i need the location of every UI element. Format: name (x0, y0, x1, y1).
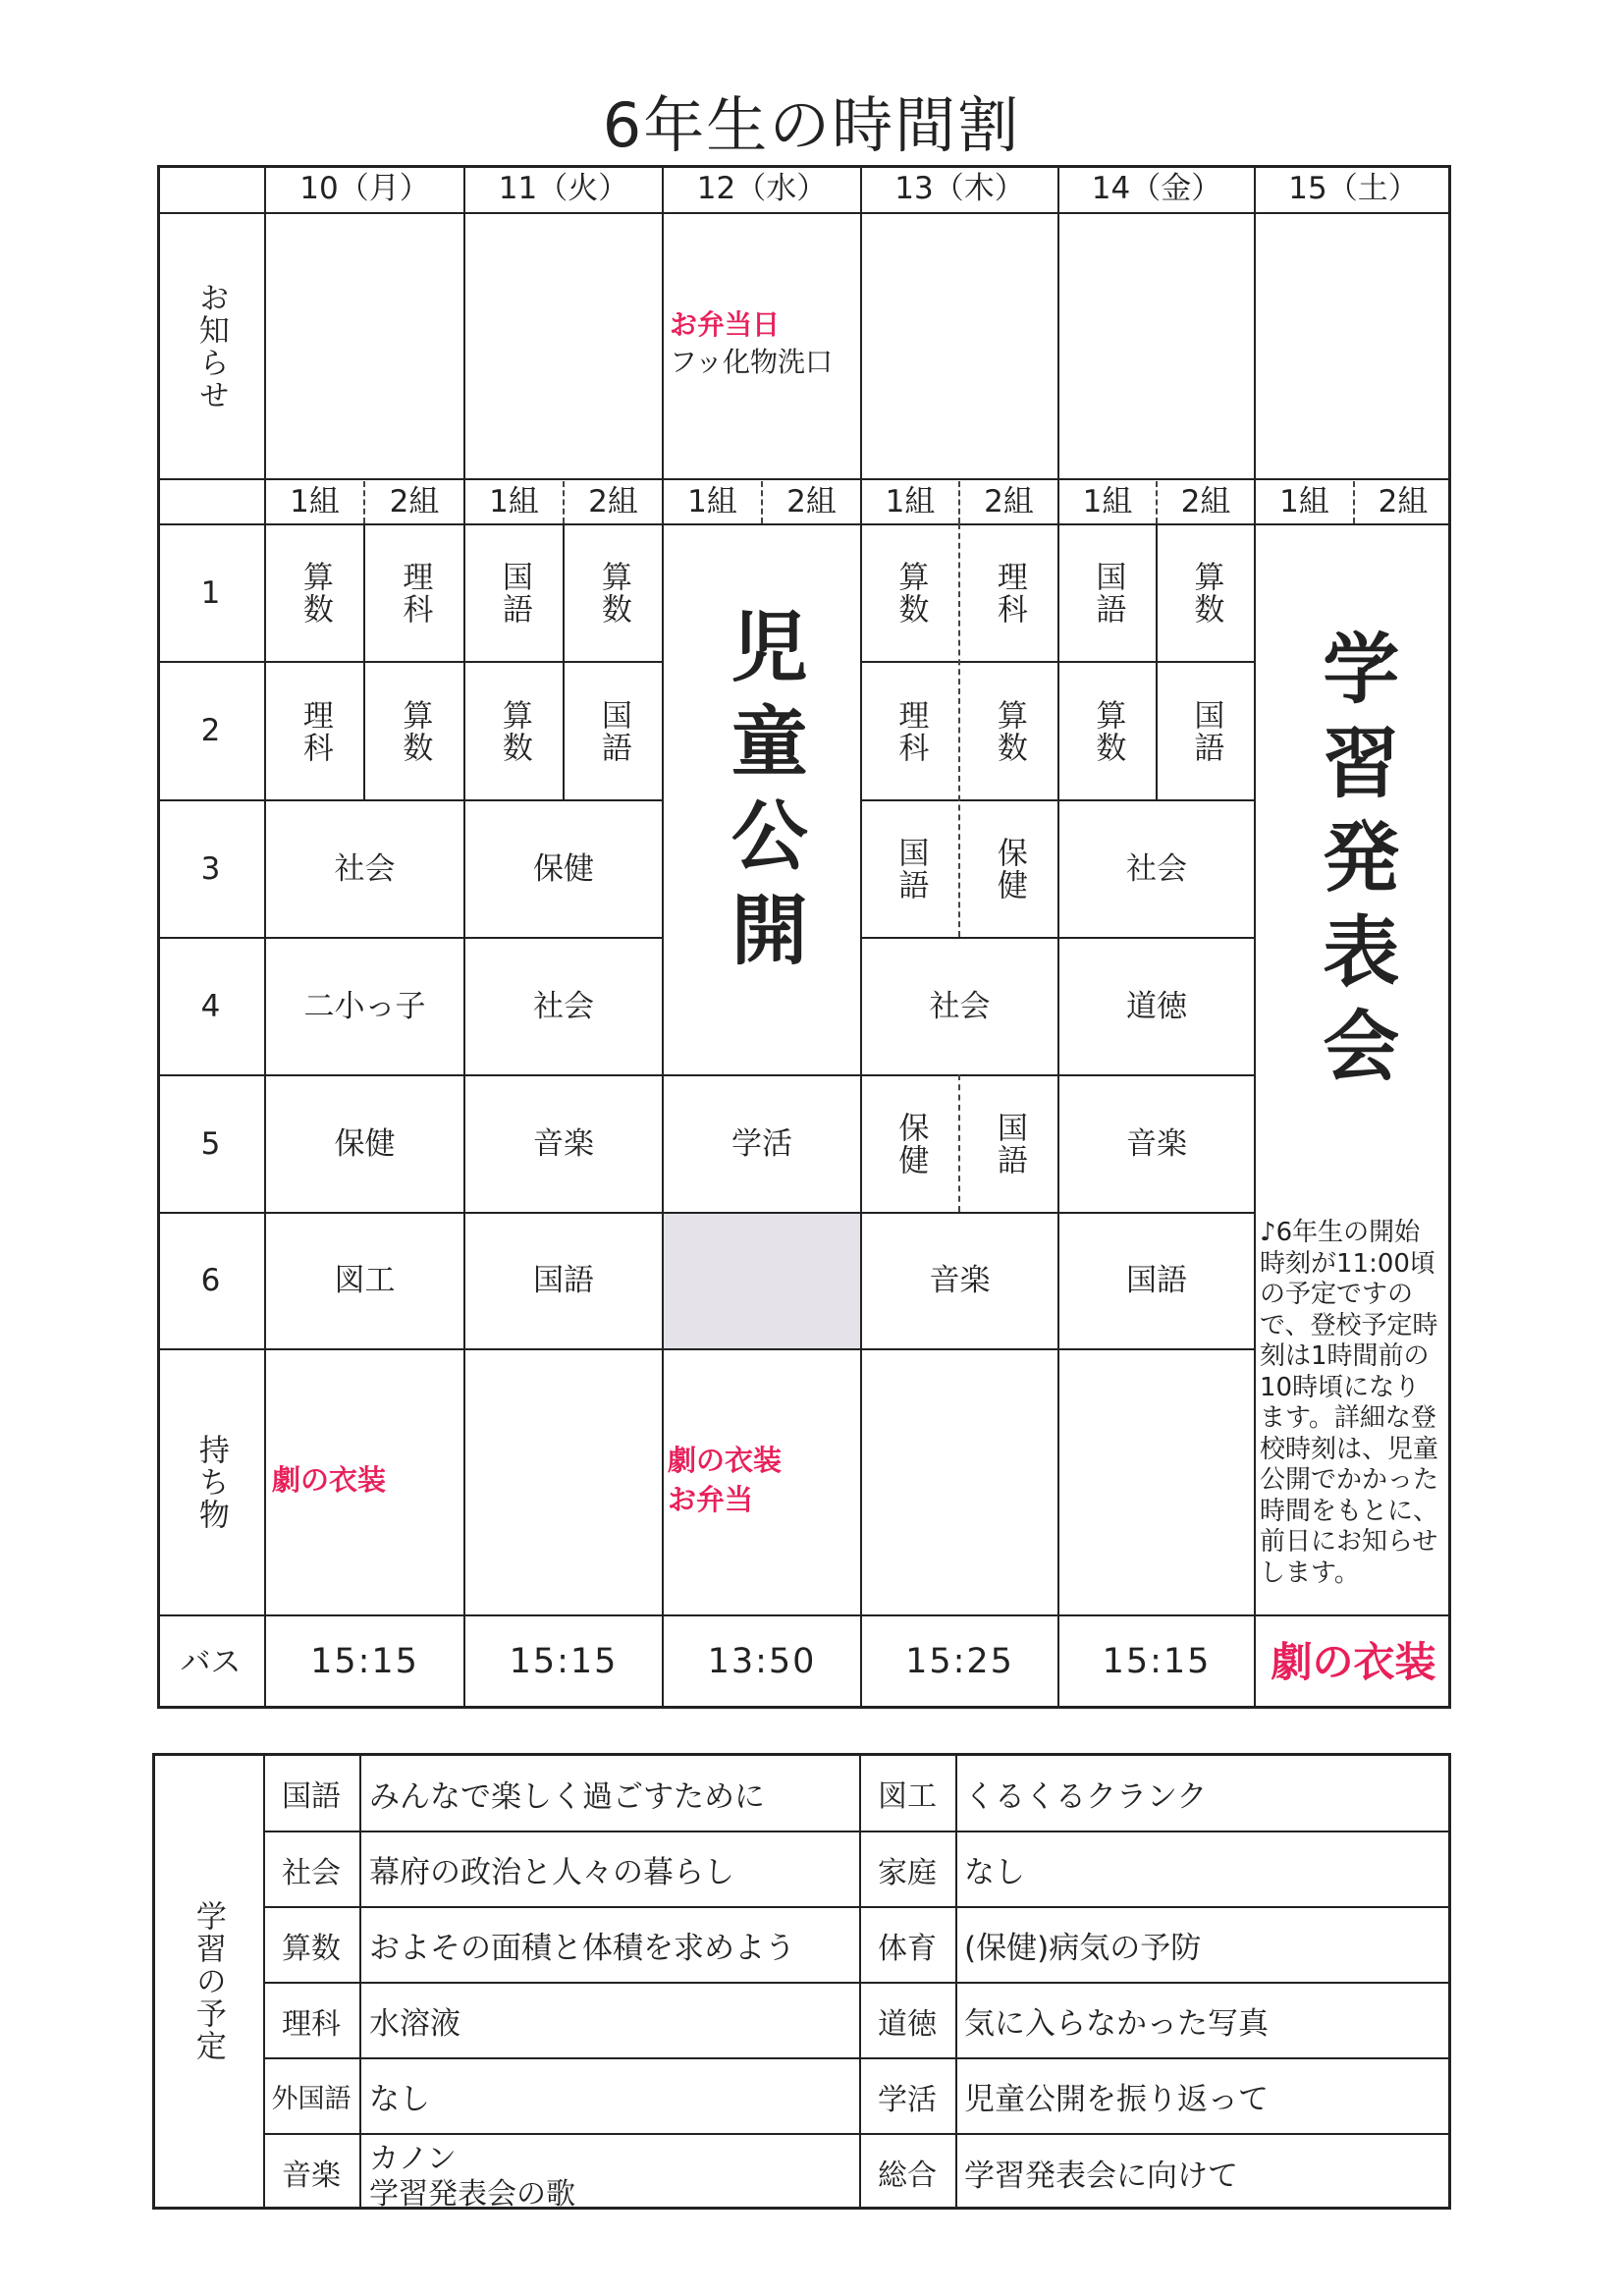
bus-thu: 15:25 (905, 1642, 1014, 1682)
plan-content-moral: 気に入らなかった写真 (964, 2006, 1269, 2042)
sat-presentation-banner: 学習発表会 (1310, 629, 1399, 1100)
fri-p6: 国語 (1126, 1263, 1187, 1299)
mon-p1-g1: 算数 (297, 561, 333, 626)
plan-content-pe: (保健)病気の予防 (964, 1931, 1202, 1966)
bus-tue: 15:15 (509, 1642, 619, 1682)
wed-p5: 学活 (731, 1125, 792, 1162)
period-label-1: 1 (200, 574, 221, 611)
group-wed-2: 2組 (786, 483, 837, 519)
thu-p4: 社会 (929, 988, 991, 1024)
mon-p4: 二小っ子 (303, 988, 426, 1024)
tue-p1-g2: 算数 (595, 561, 631, 626)
group-mon-1: 1組 (290, 483, 340, 519)
plan-subject-science: 理科 (282, 2006, 341, 2042)
learning-plan-label: 学習の予定 (189, 1900, 226, 2062)
plan-subject-art: 図工 (878, 1779, 937, 1814)
day-header-tue: 11（火） (498, 170, 629, 206)
notice-fluoride-rinse: フッ化物洗口 (670, 346, 834, 378)
mon-p2-g1: 理科 (297, 698, 333, 764)
group-fri-1: 1組 (1082, 483, 1133, 519)
plan-content-class-activity: 児童公開を振り返って (964, 2082, 1269, 2117)
period-label-5: 5 (200, 1125, 221, 1162)
tue-p2-g1: 算数 (496, 698, 532, 764)
mon-p6: 図工 (334, 1263, 396, 1299)
plan-content-social: 幕府の政治と人々の暮らし (369, 1855, 734, 1890)
thu-p5-g2: 国語 (991, 1112, 1027, 1176)
fri-p4: 道徳 (1126, 988, 1187, 1024)
wed-open-class-banner: 児童公開 (718, 607, 807, 984)
period-label-4: 4 (200, 988, 221, 1024)
bus-fri: 15:15 (1102, 1642, 1212, 1682)
thu-p1-g1: 算数 (893, 561, 929, 626)
thu-p3-g1: 国語 (893, 837, 929, 902)
bus-wed: 13:50 (707, 1642, 817, 1682)
mon-items: 劇の衣装 (272, 1463, 387, 1497)
thu-p2-g1: 理科 (893, 698, 929, 764)
group-thu-2: 2組 (984, 483, 1034, 519)
wed-items-bento: お弁当 (668, 1483, 754, 1516)
group-thu-1: 1組 (885, 483, 936, 519)
items-label: 持ち物 (192, 1434, 229, 1531)
bus-sat-costume: 劇の衣装 (1271, 1637, 1436, 1686)
plan-content-music-2: 学習発表会の歌 (369, 2177, 575, 2212)
bus-label: バス (180, 1644, 242, 1680)
wed-p6-empty (664, 1214, 860, 1348)
plan-content-art: くるくるクランク (964, 1778, 1208, 1815)
day-header-mon: 10（月） (299, 170, 430, 206)
mon-p2-g2: 算数 (397, 698, 433, 764)
group-tue-1: 1組 (489, 483, 539, 519)
plan-subject-math: 算数 (282, 1931, 341, 1966)
thu-p2-g2: 算数 (991, 698, 1027, 764)
tue-p4: 社会 (533, 988, 594, 1024)
period-label-3: 3 (200, 850, 221, 887)
sat-start-time-note: ♪6年生の開始時刻が11:00頃の予定ですので、登校予定時刻は1時間前の10時頃になります。詳細な登校時刻は、児童公開でかかった時間をもとに、前日にお知らせします。 (1260, 1218, 1439, 1588)
mon-p1-g2: 理科 (397, 561, 433, 626)
wed-items-costume: 劇の衣装 (668, 1444, 783, 1477)
thu-p1-g2: 理科 (991, 561, 1027, 626)
day-header-thu: 13（木） (894, 170, 1025, 206)
group-fri-2: 2組 (1180, 483, 1231, 519)
plan-subject-moral: 道徳 (878, 2006, 937, 2042)
plan-content-english: なし (369, 2082, 430, 2117)
group-sat-1: 1組 (1279, 483, 1329, 519)
plan-subject-integrated: 総合 (878, 2159, 937, 2193)
plan-content-integrated: 学習発表会に向けて (964, 2158, 1238, 2194)
mon-p5: 保健 (334, 1125, 396, 1162)
fri-p1-g1: 国語 (1090, 561, 1126, 626)
fri-p3: 社会 (1126, 850, 1187, 887)
thu-p3-g2: 保健 (991, 837, 1027, 902)
plan-subject-japanese: 国語 (282, 1779, 341, 1814)
group-tue-2: 2組 (588, 483, 638, 519)
group-wed-1: 1組 (687, 483, 737, 519)
plan-content-japanese: みんなで楽しく過ごすために (369, 1778, 765, 1815)
plan-subject-home-ec: 家庭 (878, 1855, 937, 1890)
fri-p5: 音楽 (1126, 1125, 1187, 1162)
plan-content-home-ec: なし (964, 1855, 1025, 1890)
notice-label: お知らせ (192, 281, 229, 411)
tue-p1-g1: 国語 (496, 561, 532, 626)
plan-subject-music: 音楽 (282, 2159, 341, 2193)
group-mon-2: 2組 (389, 483, 440, 519)
notice-bento-day: お弁当日 (670, 308, 781, 341)
group-sat-2: 2組 (1378, 483, 1429, 519)
mon-p3: 社会 (334, 850, 396, 887)
plan-content-music-1: カノン (369, 2142, 457, 2176)
day-header-fri: 14（金） (1091, 170, 1222, 206)
plan-subject-social: 社会 (282, 1855, 341, 1890)
plan-subject-english: 外国語 (271, 2084, 352, 2114)
day-header-wed: 12（水） (696, 170, 828, 206)
page-title: 6年生の時間割 (602, 89, 1021, 161)
plan-content-science: 水溶液 (369, 2006, 460, 2042)
tue-p6: 国語 (533, 1263, 594, 1299)
tue-p2-g2: 国語 (595, 698, 631, 764)
plan-subject-class-activity: 学活 (878, 2082, 937, 2117)
thu-p5-g1: 保健 (893, 1112, 929, 1176)
day-header-sat: 15（土） (1288, 170, 1419, 206)
fri-p1-g2: 算数 (1188, 561, 1224, 626)
bus-mon: 15:15 (310, 1642, 419, 1682)
tue-p5: 音楽 (533, 1125, 594, 1162)
period-label-6: 6 (200, 1263, 221, 1299)
fri-p2-g2: 国語 (1188, 698, 1224, 764)
plan-subject-pe: 体育 (878, 1931, 937, 1966)
plan-content-math: およその面積と体積を求めよう (369, 1931, 795, 1966)
thu-p6: 音楽 (929, 1263, 991, 1299)
fri-p2-g1: 算数 (1090, 698, 1126, 764)
period-label-2: 2 (200, 713, 221, 749)
tue-p3: 保健 (533, 850, 594, 887)
